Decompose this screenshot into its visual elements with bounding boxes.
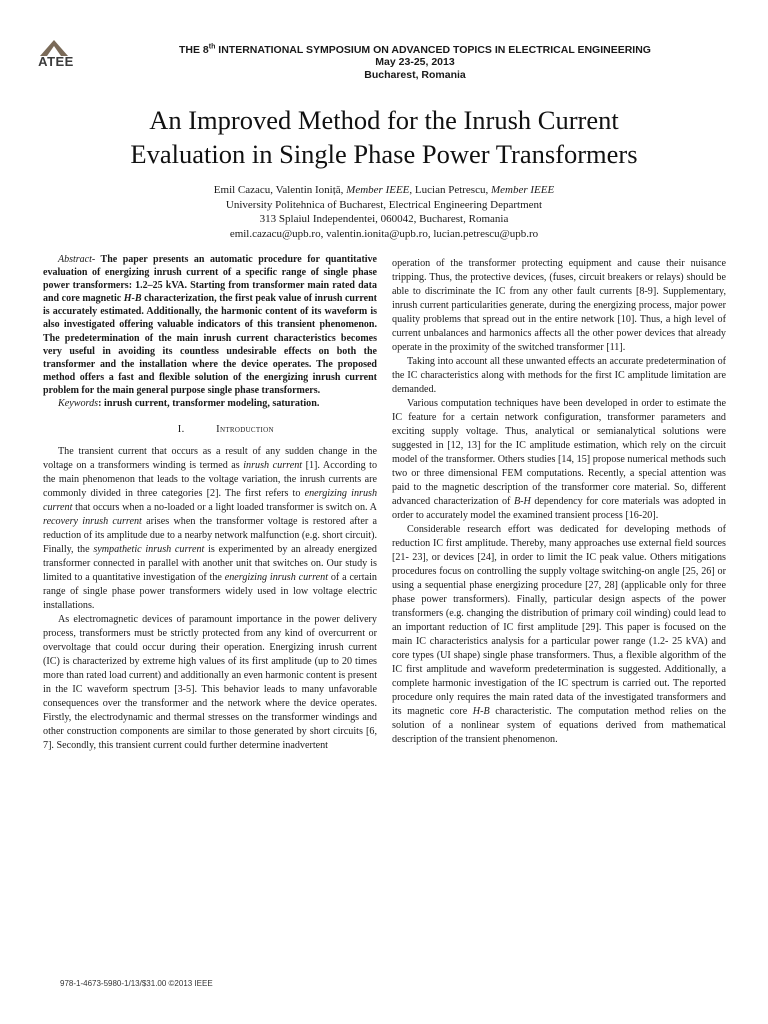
section-heading: I. Introduction xyxy=(177,424,274,436)
paper-title: An Improved Method for the Inrush Current Evaluation in Single Phase Power Transformers xyxy=(130,105,638,169)
keywords: Keywords: inrush current, transformer modeling, saturation. xyxy=(58,398,320,410)
address: 313 Splaiul Independentei, 060042, Bucharest, Romania xyxy=(259,213,509,226)
paragraph: Various computation techniques have been developed in order to estimate the IC feature for a certain network configuration, transformer parameters and exciting supply voltage. Thus, analytical or semianalytical solutions were suggested in [12, 13] for the IC amplitude estimation, which rely on the circuit model of the transformer. Others studies [14, 15] propose numerical methods such two or three dimensional FEM computations. Recently, a special attention was paid to the magnetic description of the transformer core material. So, different advanced characterization of B-H dependency for core materials was adopted in order to accurately model the examined transient process [16-20]. xyxy=(392,398,726,521)
conference-location: Bucharest, Romania xyxy=(364,69,466,81)
affiliation: University Politehnica of Bucharest, Electrical Engineering Department xyxy=(225,198,543,211)
right-column xyxy=(392,257,726,747)
paragraph: The transient current that occurs as a result of any sudden change in the voltage on a transformers winding is termed as inrush current [1]. According to the main phenomenon that leads to the voltage variation, the inrush currents are commonly divided in three categories [2]. The first refers to energizing inrush current that occurs when a no-loaded or a light loaded transformer is switch on. A recovery inrush current arises when the transformer voltage is restored after a reduction of its amplitude due to a nearby network malfunction (e.g. short circuit). Finally, the sympathetic inrush current is experimented by an already energized transformer connected in parallel with another unit that switches on. Our study is limited to a quantitative investigation of the energizing inrush current of a certain range of single phase power transformers widely used in low voltage electric installations. xyxy=(43,446,378,612)
conference-name: THE 8th INTERNATIONAL SYMPOSIUM ON ADVANCED TOPICS IN ELECTRICAL ENGINEERING xyxy=(179,43,651,56)
abstract: Abstract- The paper presents an automatic procedure for quantitative evaluation of energizing inrush current of a specific range of single phase power transformers: 1.2–25 kVA. Starting from transformer main rated data and core magnetic H-B characterization, the first peak value of inrush current is accurately estimated. Additionally, the harmonic content of its waveform is also investigated offering valuable indicators of this transient phenomenon. The predetermination of the main inrush current characteristics becomes very useful in avoiding its countless undesirable effects on both the transformer and the installation where the device operates. The proposed method offers a fast and flexible solution of the energizing inrush current problem for the main general purpose single phase transformers. xyxy=(43,254,377,396)
atee-logo xyxy=(26,40,82,76)
logo-text: ATEE xyxy=(38,54,74,69)
paragraph: As electromagnetic devices of paramount importance in the power delivery process, transformers must be strictly protected from any kind of overcurrent or overvoltage that could occur during their operation. Energizing inrush current (IC) is characterized by extreme high values of its first amplitude (up to 20 times more than rated load current) and additionally an even harmonic content is present in the IC waveform spectrum [3-5]. This behavior leads to many unfavorable consequences over the transformer and the network where the device operates. Firstly, the electrodynamic and thermal stresses on the transformer windings and other construction components are similar to those generated by short circuits [6, 7]. Secondly, this transient current could further determine inadvertent xyxy=(43,614,378,752)
email-addresses: emil.cazacu@upb.ro, valentin.ionita@upb.ro, lucian.petrescu@upb.ro xyxy=(229,227,539,240)
paragraph: Considerable research effort was dedicated for developing methods of reduction IC first amplitude. Thereby, many approaches use external field sources [21- 23], or devices [24], in order to limit the IC peak value. Others mitigations procedures focus on controlling the supply voltage switching-on angle [25, 26] or using a sequential phase energizing procedure [27, 28] (applicable only for three phase power transformers). Finally, particular design aspects of the power transformers (e.g. changing the distribution of primary coil winding) could lead to an important reduction of IC first amplitude [29]. This paper is focused on the main IC characteristics analysis for a particular power range (1.2- 25 kVA) and core types (UI shape) single phase transformers. Thus, a flexible algorithm of the IC first amplitude and waveform predetermination is suggested. Additionally, a complete harmonic investigation of the IC spectrum is carried out. The reported procedure only requires the main rated data of the investigated transformers and its magnetic core H-B characteristic. The computation method relies on the solution of a nonlinear system of equations derived from mathematical description of the transient phenomenon. xyxy=(392,524,726,745)
paragraph: Taking into account all these unwanted effects an accurate predetermination of the IC characteristics along with methods for the first IC amplitude limitation are demanded. xyxy=(392,356,726,395)
author-block xyxy=(100,183,668,241)
conference-dates: May 23-25, 2013 xyxy=(375,56,455,68)
paragraph: operation of the transformer protecting equipment and cause their nuisance tripping. Thus, the protective devices, (fuses, circuit breakers or relays) should be able to discriminate the IC from any other fault currents [8-9]. Supplementary, inrush current particularities generate, during the energizing process, major power quality problems that spread out in the entire network [10]. Thus, a high level of current unbalances and harmonics affects all the other power devices that already operate in the proximity of the switched transformer [11]. xyxy=(392,258,726,353)
author-names: Emil Cazacu, Valentin Ioniță, Member IEEE, Lucian Petrescu, Member IEEE xyxy=(213,184,555,196)
copyright-footer: 978-1-4673-5980-1/13/$31.00 ©2013 IEEE xyxy=(60,979,213,988)
left-column xyxy=(43,253,377,753)
